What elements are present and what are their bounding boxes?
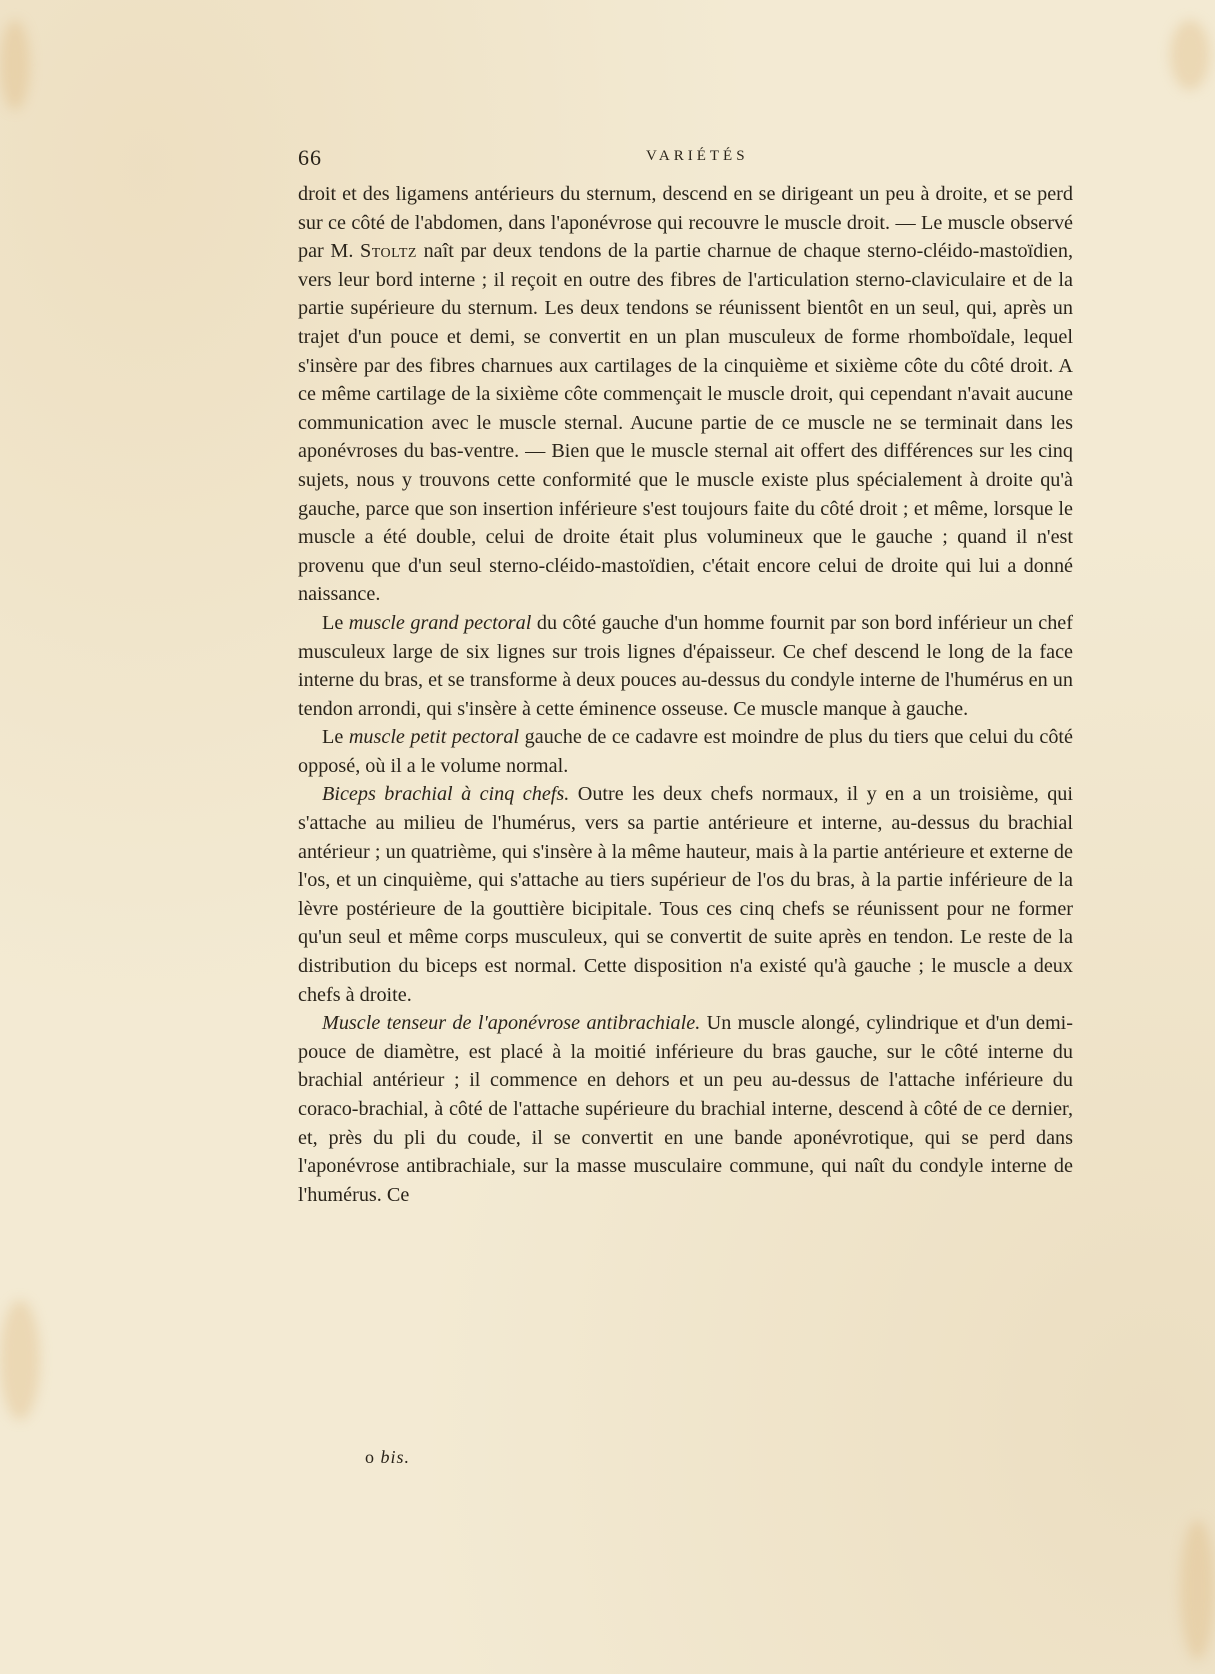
page-number: 66 <box>298 145 322 170</box>
text-run: Un muscle alongé, cylindrique et d'un demi-pouce de diamètre, est placé à la moitié inférieure du bras gauche, sur le côté interne du brachial antérieur ; il commence en dehors et un peu au-dessus de l'attache inférieure du coraco-brachial, à côté de l'attache supérieure du brachial interne, descend à côté de ce dernier, et, près du pli du coude, il se convertit en une bande aponévrotique, qui se perd dans l'aponévrose antibrachiale, sur la masse musculaire commune, qui naît du condyle interne de l'humérus. Ce <box>298 1012 1073 1206</box>
running-head: VARIÉTÉS <box>646 148 749 164</box>
text-run: Le <box>322 726 349 749</box>
text-run: Outre les deux chefs normaux, il y en a un troisième, qui s'attache au milieu de l'humérus, vers sa partie antérieure et interne, au-dessus du brachial antérieur ; un quatrième, qui s'insère à la même hauteur, mais à la partie antérieure et externe de l'os, et un cinquième, qui s'attache au tiers supérieur de l'os du bras, à la partie inférieure de la lèvre postérieure de la gouttière bicipitale. Tous ces cinq chefs se réunissent pour ne former qu'un seul et même corps musculeux, qui se convertit de suite après en tendon. Le reste de la distribution du biceps est normal. Cette disposition n'a existé qu'à gauche ; le muscle a deux chefs à droite. <box>298 783 1073 1006</box>
italic-term: muscle grand pectoral <box>348 611 532 634</box>
paragraph <box>298 609 1073 723</box>
italic-term: Muscle tenseur de l'aponévrose antibrachiale. <box>322 1012 701 1035</box>
text-run: du côté gauche d'un homme fournit par son bord inférieur un chef musculeux large de six lignes sur trois lignes d'épaisseur. Ce chef descend le long de la face interne du bras, et se transforme à deux pouces au-dessus du condyle interne de l'humérus en un tendon arrondi, qui s'insère à cette éminence osseuse. Ce muscle manque à gauche. <box>298 611 1073 720</box>
paragraph <box>298 780 1073 1009</box>
text-run: droit et des ligamens antérieurs du sternum, descend en se dirigeant un peu à droite, et se perd sur ce côté de l'abdomen, dans l'aponévrose qui recouvre le muscle droit. — Le muscle observé par M. <box>298 183 1073 263</box>
text-run: gauche de ce cadavre est moindre de plus du tiers que celui du côté opposé, où il a le volume normal. <box>298 726 1073 777</box>
paper-stain <box>0 1300 40 1420</box>
page-header <box>298 145 998 171</box>
italic-term: muscle petit pectoral <box>348 726 520 749</box>
paragraph <box>298 723 1073 780</box>
author-name: Stoltz <box>359 240 417 263</box>
signature-mark <box>365 1447 410 1468</box>
italic-term: Biceps brachial à cinq chefs. <box>322 783 570 806</box>
paragraph <box>298 1009 1073 1209</box>
signature-suffix: bis. <box>380 1447 411 1467</box>
paper-stain <box>1170 20 1210 90</box>
signature-letter: o <box>365 1447 375 1467</box>
paragraph <box>298 180 1073 609</box>
text-run: Le <box>322 611 349 634</box>
body-text <box>298 180 1073 1209</box>
paper-stain <box>0 20 30 110</box>
paper-stain <box>1180 1520 1215 1660</box>
text-run: naît par deux tendons de la partie charnue de chaque sterno-cléido-mastoïdien, vers leur bord interne ; il reçoit en outre des fibres de l'articulation sterno-claviculaire et de la partie supérieure du sternum. Les deux tendons se réunissent bientôt en un seul, qui, après un trajet d'un pouce et demi, se convertit en un plan musculeux de forme rhomboïdale, lequel s'insère par des fibres charnues aux cartilages de la cinquième et sixième côte du côté droit. A ce même cartilage de la sixième côte commençait le muscle droit, qui cependant n'avait aucune communication avec le muscle sternal. Aucune partie de ce muscle ne se terminait dans les aponévroses du bas-ventre. — Bien que le muscle sternal ait offert des différences sur les cinq sujets, nous y trouvons cette conformité que le muscle existe plus spécialement à droite qu'à gauche, parce que son insertion inférieure s'est toujours faite du côté droit ; et même, lorsque le muscle a été double, celui de droite était plus volumineux que le gauche ; quand il n'est provenu que d'un seul sterno-cléido-mastoïdien, c'était encore celui de droite qui lui a donné naissance. <box>298 240 1073 606</box>
